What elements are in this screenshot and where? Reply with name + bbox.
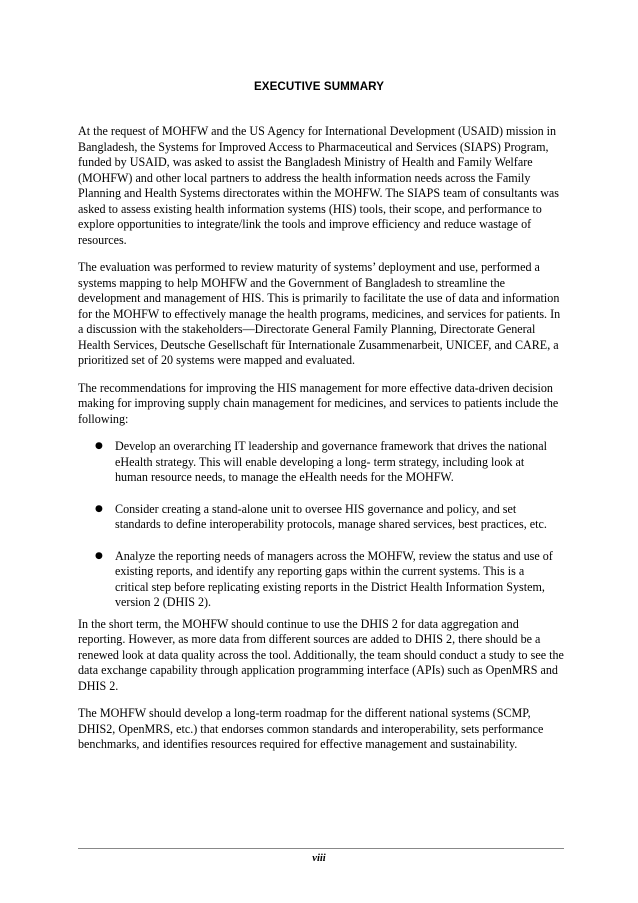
footer-divider xyxy=(78,848,564,849)
paragraph-intro: At the request of MOHFW and the US Agency for International Development (USAID) mission in Bangladesh, the Systems for Improved Access to Pharmaceutical and Services (SIAPS) Program, funded by USAID, was asked to assist the Bangladesh Ministry of Health and Family Welfare (MOHFW) and other local partners to address the health information needs across the Family Planning and Health Systems directorates within the MOHFW. The SIAPS team of consultants was asked to assess existing health information systems (HIS) tools, their scope, and performance to explore opportunities to integrate/link the tools and improve efficiency and reduce wastage of resources. xyxy=(78,124,560,247)
list-item-text: Consider creating a stand-alone unit to oversee HIS governance and policy, and set standards to define interoperability protocols, manage shared services, best practices, etc. xyxy=(115,501,547,531)
list-item-text: Analyze the reporting needs of managers across the MOHFW, review the status and use of existing reports, and identify any reporting gaps within the current systems. This is a critical step before replicating existing reports in the District Health Information System, version 2 (DHIS 2). xyxy=(115,548,553,609)
paragraph-short-term: In the short term, the MOHFW should continue to use the DHIS 2 for data aggregation and reporting. However, as more data from different sources are added to DHIS 2, there should be a renewed look at data quality across the tool. Additionally, the team should conduct a study to see the data exchange capability through application programming interface (APIs) such as OpenMRS and DHIS 2. xyxy=(78,616,564,693)
page-title: EXECUTIVE SUMMARY xyxy=(253,80,385,93)
page-number: viii xyxy=(312,853,326,864)
bullet-icon: ● xyxy=(95,503,103,514)
body-text xyxy=(78,124,566,765)
list-item-text: Develop an overarching IT leadership and governance framework that drives the national eHealth strategy. This will enable developing a long- term strategy, including look at human resource needs, to manage the eHealth needs for the MOHFW. xyxy=(115,439,547,484)
paragraph-evaluation: The evaluation was performed to review maturity of systems’ deployment and use, performed a systems mapping to help MOHFW and the Government of Bangladesh to streamline the development and management of HIS. This is primarily to facilitate the use of data and information for the MOHFW to effectively manage the health programs, medicines, and services for patients. In a discussion with the stakeholders—Directorate General Family Planning, Directorate General Health Services, Deutsche Gesellschaft für Internationale Zusammenarbeit, UNICEF, and CARE, a prioritized set of 20 systems were mapped and evaluated. xyxy=(78,260,561,367)
list-item xyxy=(78,549,566,611)
paragraph-recommendations: The recommendations for improving the HIS management for more effective data-driven decision making for improving supply chain management for medicines, and services to patients include the following: xyxy=(78,380,559,426)
paragraph-roadmap: The MOHFW should develop a long-term roadmap for the different national systems (SCMP, DHIS2, OpenMRS, etc.) that endorses common standards and interoperability, sets performance benchmarks, and identifies resources required for effective management and sustainability. xyxy=(78,706,544,751)
list-item xyxy=(78,502,566,533)
recommendations-list xyxy=(78,439,566,611)
list-item xyxy=(78,439,566,486)
bullet-icon: ● xyxy=(95,441,103,451)
bullet-icon: ● xyxy=(95,550,103,561)
